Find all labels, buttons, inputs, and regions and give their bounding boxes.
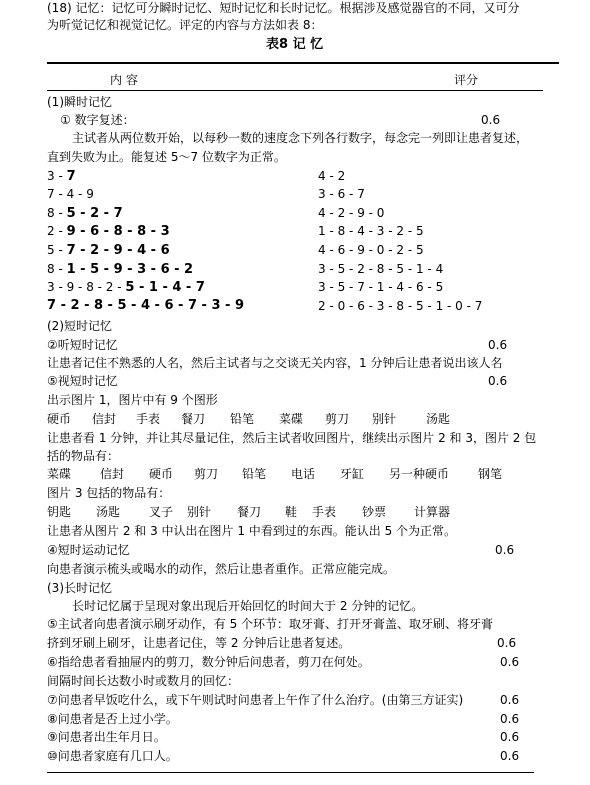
list-item: 另一种硬币 bbox=[389, 467, 450, 481]
intro-line-1: (18) 记忆：记忆可分瞬时记忆、短时记忆和长时记忆。根据涉及感觉器官的不同，又可分 bbox=[47, 1, 520, 15]
table-caption: 表8 记 忆 bbox=[266, 37, 324, 52]
list-item: 钞票 bbox=[362, 505, 387, 519]
toothbrush-item-line-1: ⑤主试者向患者演示刷牙动作，有 5 个环节：取牙膏、打开牙膏盖、取牙刷、将牙膏 bbox=[47, 617, 494, 631]
list-item: 牙缸 bbox=[340, 467, 365, 481]
list-item: 手表 bbox=[136, 412, 161, 426]
birthdate-item-score: 0.6 bbox=[500, 730, 520, 744]
list-item: 铅笔 bbox=[230, 412, 255, 426]
list-item: 钥匙 bbox=[47, 505, 72, 519]
list-item: 钢笔 bbox=[478, 467, 503, 481]
scissors-item: ⑥指给患者看抽屉内的剪刀，数分钟后问患者，剪刀在何处。 bbox=[47, 655, 370, 669]
list-item: 硬币 bbox=[149, 467, 174, 481]
picture-desc-1: 让患者看 1 分钟，并让其尽量记住，然后主试者收回图片，继续出示图片 2 和 3，图片 2 包 bbox=[47, 431, 537, 445]
family-item-score: 0.6 bbox=[500, 749, 520, 763]
list-item: 别针 bbox=[187, 505, 212, 519]
forward-row: 2 - 9 - 6 - 8 - 8 - 3 bbox=[47, 224, 170, 239]
picture-desc-2: 括的物品有： bbox=[47, 449, 120, 463]
table-header-rule bbox=[47, 90, 543, 91]
motor-memory-score: 0.6 bbox=[495, 543, 515, 557]
list-item: 信封 bbox=[100, 467, 125, 481]
list-item: 信封 bbox=[92, 412, 117, 426]
list-item: 剪刀 bbox=[325, 412, 350, 426]
breakfast-item-score: 0.6 bbox=[500, 693, 520, 707]
backward-row: 3 - 6 - 7 bbox=[318, 187, 365, 201]
motor-memory-desc: 向患者演示梳头或喝水的动作，然后让患者重作。正常应能完成。 bbox=[47, 562, 396, 576]
auditory-memory-score: 0.6 bbox=[488, 338, 508, 352]
list-item: 剪刀 bbox=[194, 467, 219, 481]
birthdate-item: ⑨问患者出生年月日。 bbox=[47, 730, 166, 744]
list-item: 铅笔 bbox=[242, 467, 267, 481]
forward-row: 3 - 7 bbox=[47, 169, 76, 184]
list-item: 餐刀 bbox=[237, 505, 262, 519]
intro-line-2: 为听觉记忆和视觉记忆。评定的内容与方法如表 8： bbox=[47, 18, 323, 32]
table-top-rule bbox=[47, 62, 559, 64]
digit-span-score: 0.6 bbox=[481, 113, 501, 127]
interval-note: 间隔时间长达数小时或数月的回忆： bbox=[47, 674, 240, 688]
forward-row: 7 - 2 - 8 - 5 - 4 - 6 - 7 - 3 - 9 bbox=[47, 298, 244, 313]
list-item: 硬币 bbox=[47, 412, 72, 426]
list-item: 别针 bbox=[372, 412, 397, 426]
digit-span-desc-1: 主试者从两位数开始，以每秒一数的速度念下列各行数字，每念完一列即让患者复述， bbox=[72, 131, 529, 145]
forward-row: 8 - 5 - 2 - 7 bbox=[47, 206, 123, 221]
visual-memory-label: ⑤视短时记忆 bbox=[47, 374, 118, 388]
long-term-definition: 长时记忆属于呈现对象出现后开始回忆的时间大于 2 分钟的记忆。 bbox=[72, 599, 424, 613]
list-item: 汤匙 bbox=[96, 505, 121, 519]
list-item: 计算器 bbox=[414, 505, 451, 519]
header-content: 内 容 bbox=[110, 73, 138, 87]
list-item: 手表 bbox=[312, 505, 337, 519]
forward-row: 5 - 7 - 2 - 9 - 4 - 6 bbox=[47, 243, 170, 258]
list-item: 餐刀 bbox=[181, 412, 206, 426]
auditory-memory-desc: 让患者记住不熟悉的人名，然后主试者与之交谈无关内容，1 分钟后让患者说出该人名 bbox=[47, 356, 503, 370]
backward-row: 3 - 5 - 7 - 1 - 4 - 6 - 5 bbox=[318, 280, 444, 294]
section-3-title: (3)长时记忆 bbox=[47, 581, 112, 595]
backward-row: 3 - 5 - 2 - 8 - 5 - 1 - 4 bbox=[318, 262, 444, 276]
backward-row: 4 - 6 - 9 - 0 - 2 - 5 bbox=[318, 243, 424, 257]
toothbrush-item-score: 0.6 bbox=[497, 636, 517, 650]
table-bottom-rule bbox=[47, 772, 534, 773]
auditory-memory-label: ②听短时记忆 bbox=[47, 338, 118, 352]
scissors-item-score: 0.6 bbox=[500, 655, 520, 669]
list-item: 电话 bbox=[291, 467, 316, 481]
motor-memory-label: ④短时运动记忆 bbox=[47, 543, 130, 557]
backward-row: 4 - 2 bbox=[318, 169, 346, 183]
list-item: 鞋 bbox=[285, 505, 298, 519]
picture-3-intro: 图片 3 包括的物品有： bbox=[47, 486, 171, 500]
list-item: 菜碟 bbox=[47, 467, 72, 481]
digit-span-label: ① 数字复述： bbox=[60, 113, 135, 127]
digit-span-desc-2: 直到失败为止。能复述 5～7 位数字为正常。 bbox=[47, 150, 286, 164]
backward-row: 2 - 0 - 6 - 3 - 8 - 5 - 1 - 0 - 7 bbox=[318, 299, 483, 313]
list-item: 菜碟 bbox=[279, 412, 304, 426]
header-score: 评分 bbox=[454, 73, 479, 87]
picture-result: 让患者从图片 2 和 3 中认出在图片 1 中看到过的东西。能认出 5 个为正常。 bbox=[47, 524, 457, 538]
school-item: ⑧问患者是否上过小学。 bbox=[47, 712, 178, 726]
forward-row: 8 - 1 - 5 - 9 - 3 - 6 - 2 bbox=[47, 262, 194, 277]
list-item: 汤匙 bbox=[426, 412, 451, 426]
backward-row: 4 - 2 - 9 - 0 bbox=[318, 206, 385, 220]
breakfast-item: ⑦问患者早饭吃什么，或下午则试时问患者上午作了什么治疗。(由第三方证实) bbox=[47, 693, 464, 707]
picture-1-intro: 出示图片 1，图片中有 9 个图形 bbox=[47, 393, 218, 407]
list-item: 叉子 bbox=[149, 505, 174, 519]
family-item: ⑩问患者家庭有几口人。 bbox=[47, 749, 178, 763]
toothbrush-item-line-2: 挤到牙刷上刷牙，让患者记住，等 2 分钟后让患者复述。 bbox=[47, 636, 351, 650]
section-2-title: (2)短时记忆 bbox=[47, 319, 112, 333]
forward-row: 7 - 4 - 9 bbox=[47, 187, 94, 201]
section-1-title: (1)瞬时记忆 bbox=[47, 95, 112, 109]
forward-row: 3 - 9 - 8 - 2 - 5 - 1 - 4 - 7 bbox=[47, 280, 205, 295]
school-item-score: 0.6 bbox=[500, 712, 520, 726]
visual-memory-score: 0.6 bbox=[488, 374, 508, 388]
backward-row: 1 - 8 - 4 - 3 - 2 - 5 bbox=[318, 224, 424, 238]
